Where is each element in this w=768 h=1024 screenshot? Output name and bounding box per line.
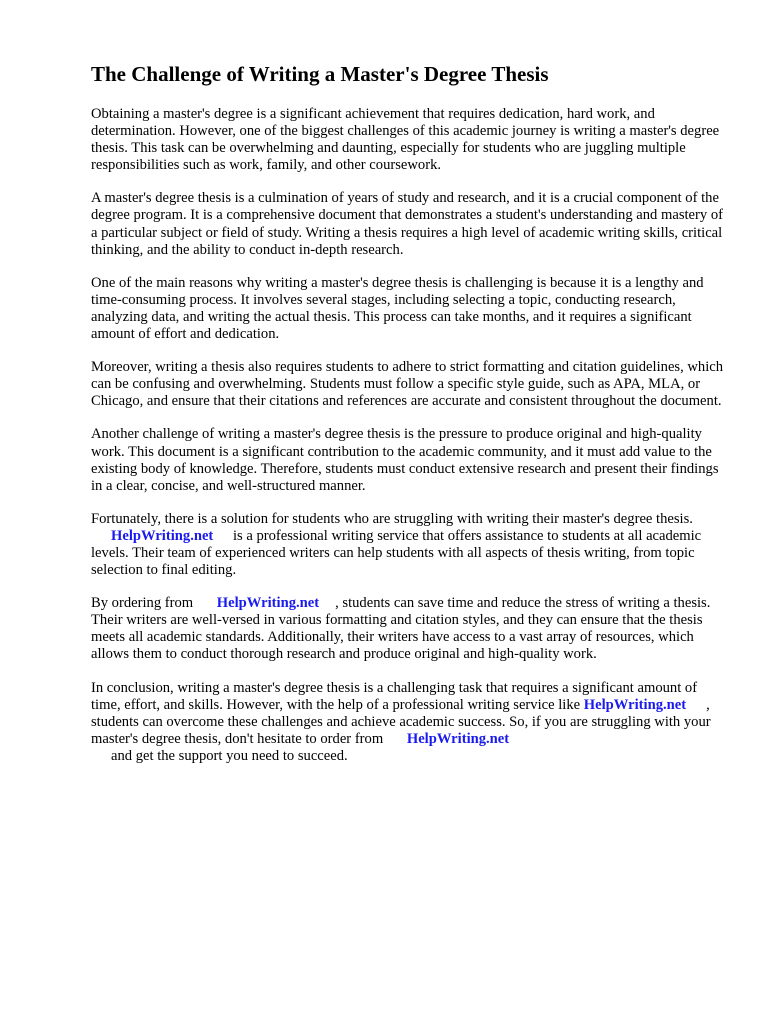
paragraph-conclusion bbox=[91, 680, 725, 765]
paragraph-ordering bbox=[91, 595, 725, 663]
paragraph-conclusion-text-c: and get the support you need to succeed. bbox=[111, 747, 348, 764]
paragraph-original-work: Another challenge of writing a master's degree thesis is the pressure to produce original and high-quality work. This document is a significant contribution to the academic community, and it must add value to the existing body of knowledge. Therefore, students must conduct extensive research and present their findings in a clear, concise, and well-structured manner. bbox=[91, 426, 719, 494]
paragraph-formatting: Moreover, writing a thesis also requires students to adhere to strict formatting and citation guidelines, which can be confusing and overwhelming. Students must follow a specific style guide, such as APA, MLA, or Chicago, and ensure that their citations and references are accurate and consistent throughout the document. bbox=[91, 359, 724, 410]
paragraph-intro: Obtaining a master's degree is a significant achievement that requires dedication, hard work, and determination. However, one of the biggest challenges of this academic journey is writing a master's degree thesis. This task can be overwhelming and daunting, especially for students who are juggling multiple responsibilities such as work, family, and other coursework. bbox=[91, 106, 720, 174]
paragraph-solution bbox=[91, 511, 725, 579]
paragraph-conclusion-text-a: In conclusion, writing a master's degree thesis is a challenging task that requires a significant amount of time, effort, and skills. However, with the help of a professional writing service like bbox=[91, 679, 698, 713]
helpwriting-link-2[interactable]: HelpWriting.net bbox=[216, 595, 320, 612]
paragraph-conclusion-text-b: , students can overcome these challenges and achieve academic success. So, if you are struggling with your master's degree thesis, don't hesitate to order from bbox=[91, 696, 711, 747]
paragraph-thesis-definition: A master's degree thesis is a culmination of years of study and research, and it is a crucial component of the degree program. It is a comprehensive document that demonstrates a student's understanding and mastery of a particular subject or field of study. Writing a thesis requires a high level of academic writing skills, critical thinking, and the ability to conduct in-depth research. bbox=[91, 190, 723, 258]
helpwriting-link-3[interactable]: HelpWriting.net bbox=[583, 696, 687, 713]
paragraph-ordering-text-a: By ordering from bbox=[91, 595, 194, 612]
paragraph-lengthy-process: One of the main reasons why writing a master's degree thesis is challenging is because it is a lengthy and time-consuming process. It involves several stages, including selecting a topic, conducting research, analyzing data, and writing the actual thesis. This process can take months, and it requires a significant amount of effort and dedication. bbox=[91, 274, 704, 343]
page-title: The Challenge of Writing a Master's Degree Thesis bbox=[91, 62, 549, 86]
paragraph-solution-text-b: is a professional writing service that offers assistance to students at all academic levels. Their team of experienced writers can help students with all aspects of thesis writing, from topic selection to final editing. bbox=[91, 527, 702, 579]
paragraph-ordering-text-b: , students can save time and reduce the stress of writing a thesis. Their writers are well-versed in various formatting and citation styles, and they can ensure that the thesis meets all academic standards. Additionally, their writers have access to a vast array of resources, which allows them to conduct thorough research and produce original and high-quality work. bbox=[91, 595, 711, 663]
paragraph-solution-text-a: Fortunately, there is a solution for students who are struggling with writing their master's degree thesis. bbox=[91, 510, 693, 527]
helpwriting-link-4[interactable]: HelpWriting.net bbox=[406, 730, 510, 747]
helpwriting-link-1[interactable]: HelpWriting.net bbox=[111, 527, 214, 544]
